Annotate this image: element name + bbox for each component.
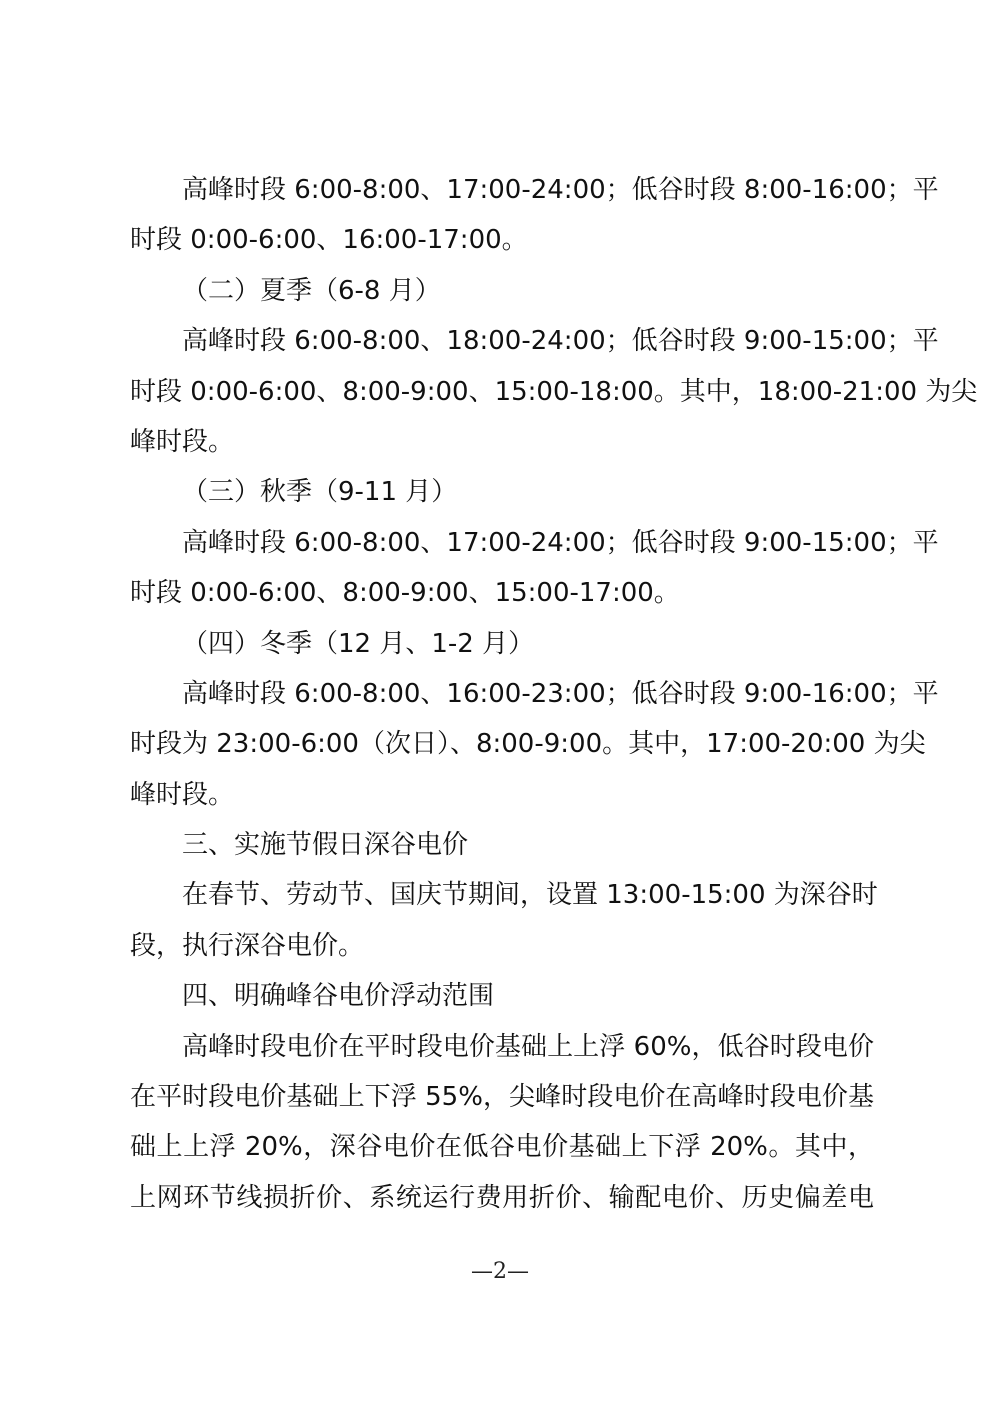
- section-heading-holiday: 三、实施节假日深谷电价: [182, 830, 469, 861]
- paragraph-line: 高峰时段 6:00-8:00、16:00-23:00；低谷时段 9:00-16:00；平: [182, 678, 939, 709]
- section-heading-float-range: 四、明确峰谷电价浮动范围: [182, 981, 495, 1012]
- section-heading-autumn: （三）秋季（9-11 月）: [182, 477, 458, 508]
- paragraph-line: 上网环节线损折价、系统运行费用折价、输配电价、历史偏差电: [130, 1182, 874, 1213]
- paragraph-line: 高峰时段 6:00-8:00、18:00-24:00；低谷时段 9:00-15:00；平: [182, 326, 939, 357]
- paragraph-line: 峰时段。: [130, 426, 235, 457]
- section-heading-winter: （四）冬季（12 月、1-2 月）: [182, 628, 535, 659]
- page-number: —2—: [471, 1259, 529, 1284]
- paragraph-line: 高峰时段 6:00-8:00、17:00-24:00；低谷时段 9:00-15:00；平: [182, 527, 939, 558]
- section-heading-summer: （二）夏季（6-8 月）: [182, 275, 441, 306]
- paragraph-line: 高峰时段 6:00-8:00、17:00-24:00；低谷时段 8:00-16:00；平: [182, 175, 939, 205]
- paragraph-line: 时段 0:00-6:00、8:00-9:00、15:00-17:00。: [130, 578, 680, 609]
- body-text: [130, 165, 978, 1223]
- paragraph-line: 在春节、劳动节、国庆节期间，设置 13:00-15:00 为深谷时: [182, 880, 878, 911]
- paragraph-line: 高峰时段电价在平时段电价基础上上浮 60%，低谷时段电价: [182, 1031, 874, 1062]
- paragraph-line: 础上上浮 20%，深谷电价在低谷电价基础上下浮 20%。其中，: [130, 1132, 874, 1163]
- paragraph-line: 时段为 23:00-6:00（次日）、8:00-9:00。其中，17:00-20:00 为尖: [130, 729, 926, 760]
- paragraph-line: 峰时段。: [130, 779, 235, 810]
- paragraph-line: 在平时段电价基础上下浮 55%，尖峰时段电价在高峰时段电价基: [130, 1082, 874, 1113]
- paragraph-line: 时段 0:00-6:00、16:00-17:00。: [130, 225, 528, 256]
- paragraph-line: 时段 0:00-6:00、8:00-9:00、15:00-18:00。其中，18:00-21:00 为尖: [130, 376, 978, 407]
- paragraph-line: 段，执行深谷电价。: [130, 930, 365, 961]
